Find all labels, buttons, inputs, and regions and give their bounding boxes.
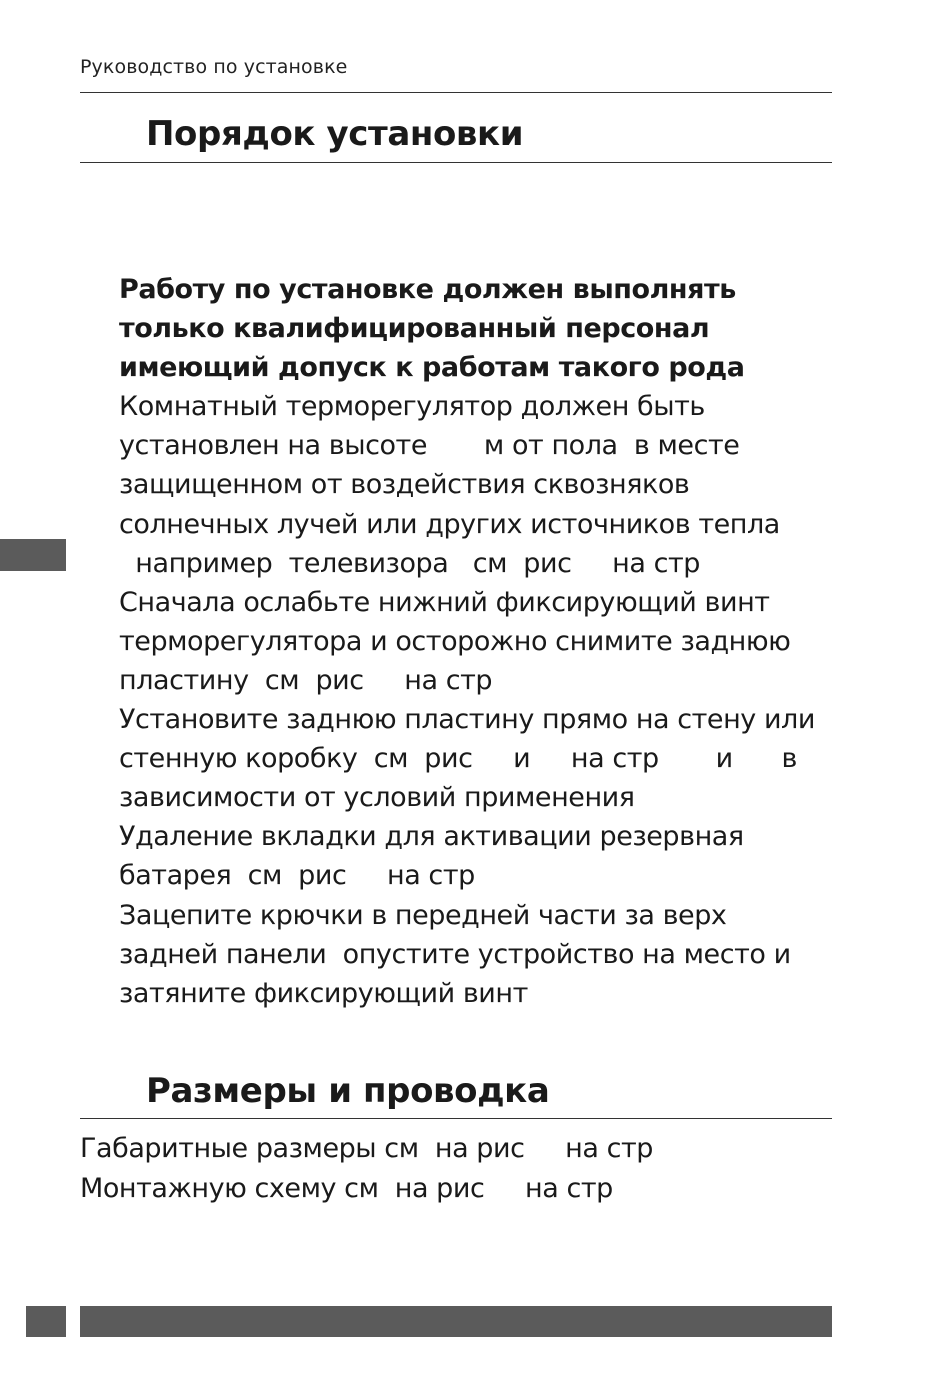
body-line: задней панели опустите устройство на место и xyxy=(119,938,791,970)
warning-line: имеющий допуск к работам такого рода xyxy=(119,352,745,384)
body-line: солнечных лучей или других источников тепла xyxy=(119,508,780,540)
body-line: зависимости от условий применения xyxy=(119,782,635,814)
body-line: Сначала ослабьте нижний фиксирующий винт xyxy=(119,586,770,618)
warning-line: только квалифицированный персонал xyxy=(119,313,710,345)
body-line: защищенном от воздействия сквозняков xyxy=(119,469,690,501)
dimensions-text xyxy=(80,1129,800,1208)
body-line: например телевизора см рис на стр xyxy=(119,547,700,579)
page-number-box xyxy=(26,1306,66,1337)
body-line: Установите заднюю пластину прямо на стену или xyxy=(119,704,815,736)
section-title-installation: Порядок установки xyxy=(146,114,524,154)
warning-line: Работу по установке должен выполнять xyxy=(119,274,736,305)
section-title-dimensions: Размеры и проводка xyxy=(146,1071,550,1111)
body-line: установлен на высоте м от пола в месте xyxy=(119,430,740,462)
header-rule xyxy=(80,92,832,93)
footer-bar xyxy=(80,1306,832,1337)
dimensions-line: Габаритные размеры см на рис на стр xyxy=(80,1133,653,1164)
body-line: Зацепите крючки в передней части за верх xyxy=(119,899,727,931)
chapter-side-tab xyxy=(0,539,66,571)
body-line: затяните фиксирующий винт xyxy=(119,977,528,1009)
body-line: пластину см рис на стр xyxy=(119,664,493,696)
section-rule-dimensions xyxy=(80,1118,832,1119)
body-line: Удаление вкладки для активации резервная xyxy=(119,821,744,853)
section-rule-installation xyxy=(80,162,832,163)
body-line: Комнатный терморегулятор должен быть xyxy=(119,391,705,423)
body-line: стенную коробку см рис и на стр и в xyxy=(119,743,797,775)
dimensions-line: Монтажную схему см на рис на стр xyxy=(80,1172,613,1204)
running-header: Руководство по установке xyxy=(80,56,348,78)
installation-text xyxy=(119,270,839,1013)
body-line: терморегулятора и осторожно снимите заднюю xyxy=(119,625,791,657)
body-line: батарея см рис на стр xyxy=(119,860,475,892)
